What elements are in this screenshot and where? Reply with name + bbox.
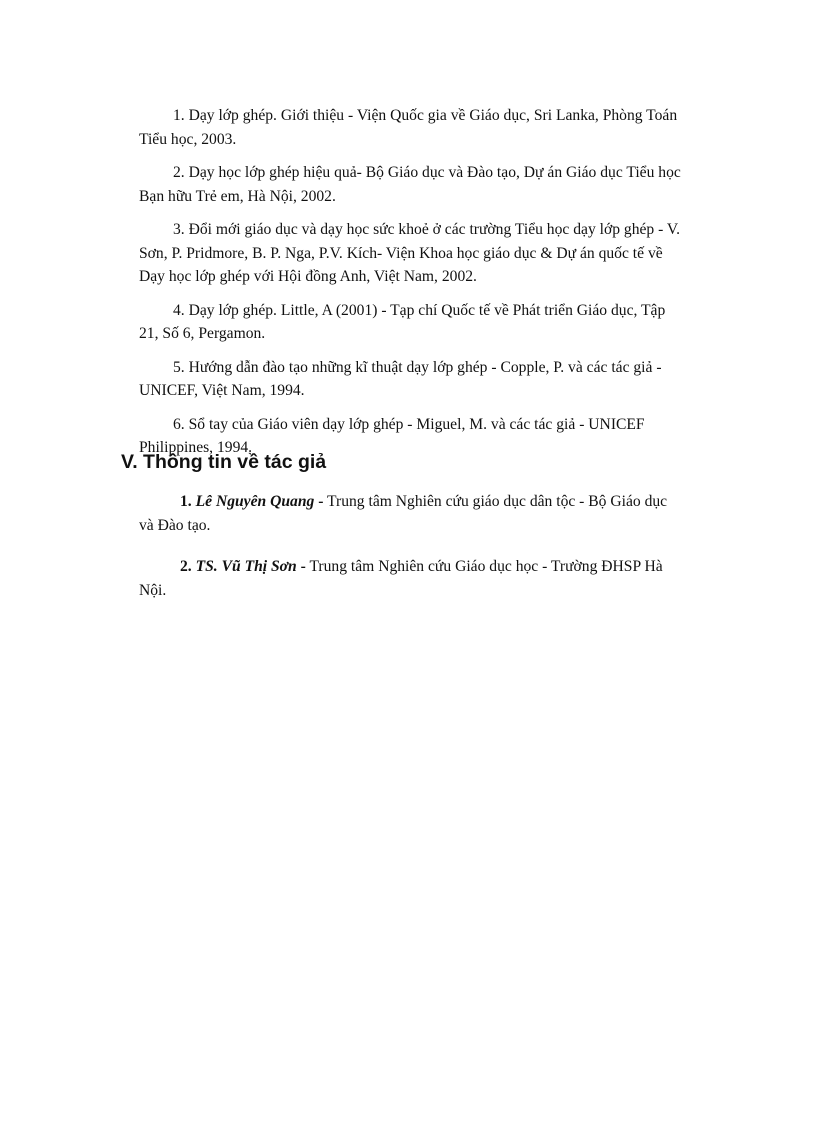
author-number: 2. <box>180 558 192 575</box>
reference-item: 2. Dạy học lớp ghép hiệu quả- Bộ Giáo dục và Đào tạo, Dự án Giáo dục Tiểu học Bạn hữu Trẻ em, Hà Nội, 2002. <box>139 164 681 205</box>
author-number: 1. <box>180 493 192 510</box>
author-affiliation: Trung tâm Nghiên cứu giáo dục dân tộc - Bộ Giáo dục và Đào tạo. <box>139 493 668 534</box>
section-heading: V. Thông tin về tác giả <box>121 451 327 473</box>
author-name: Lê Nguyên Quang <box>195 493 315 510</box>
reference-item: 1. Dạy lớp ghép. Giới thiệu - Viện Quốc gia về Giáo dục, Sri Lanka, Phòng Toán Tiểu học, 2003. <box>139 107 678 148</box>
author-list <box>139 490 684 620</box>
reference-item: 5. Hướng dẫn đào tạo những kĩ thuật dạy lớp ghép - Copple, P. và các tác giả - UNICEF, Việt Nam, 1994. <box>139 358 662 399</box>
author-entry <box>139 490 684 537</box>
reference-item: 4. Dạy lớp ghép. Little, A (2001) - Tạp chí Quốc tế về Phát triển Giáo dục, Tập 21, Số 6, Pergamon. <box>139 301 666 342</box>
author-separator: - <box>318 493 324 510</box>
reference-list <box>139 104 684 470</box>
author-affiliation: Trung tâm Nghiên cứu Giáo dục học - Trường ĐHSP Hà Nội. <box>139 558 663 599</box>
author-separator: - <box>300 558 306 575</box>
reference-item: 3. Đổi mới giáo dục và dạy học sức khoẻ ở các trường Tiểu học dạy lớp ghép - V. Sơn, P. Pridmore, B. P. Nga, P.V. Kích- Viện Khoa học giáo dục & Dự án quốc tế về Dạy học lớp ghép với Hội đồng Anh, Việt Nam, 2002. <box>139 221 681 285</box>
reference-item: 6. Sổ tay của Giáo viên dạy lớp ghép - Miguel, M. và các tác giả - UNICEF Philippines, 1994. <box>139 415 645 456</box>
author-entry <box>139 555 684 602</box>
author-name: TS. Vũ Thị Sơn <box>195 558 297 575</box>
